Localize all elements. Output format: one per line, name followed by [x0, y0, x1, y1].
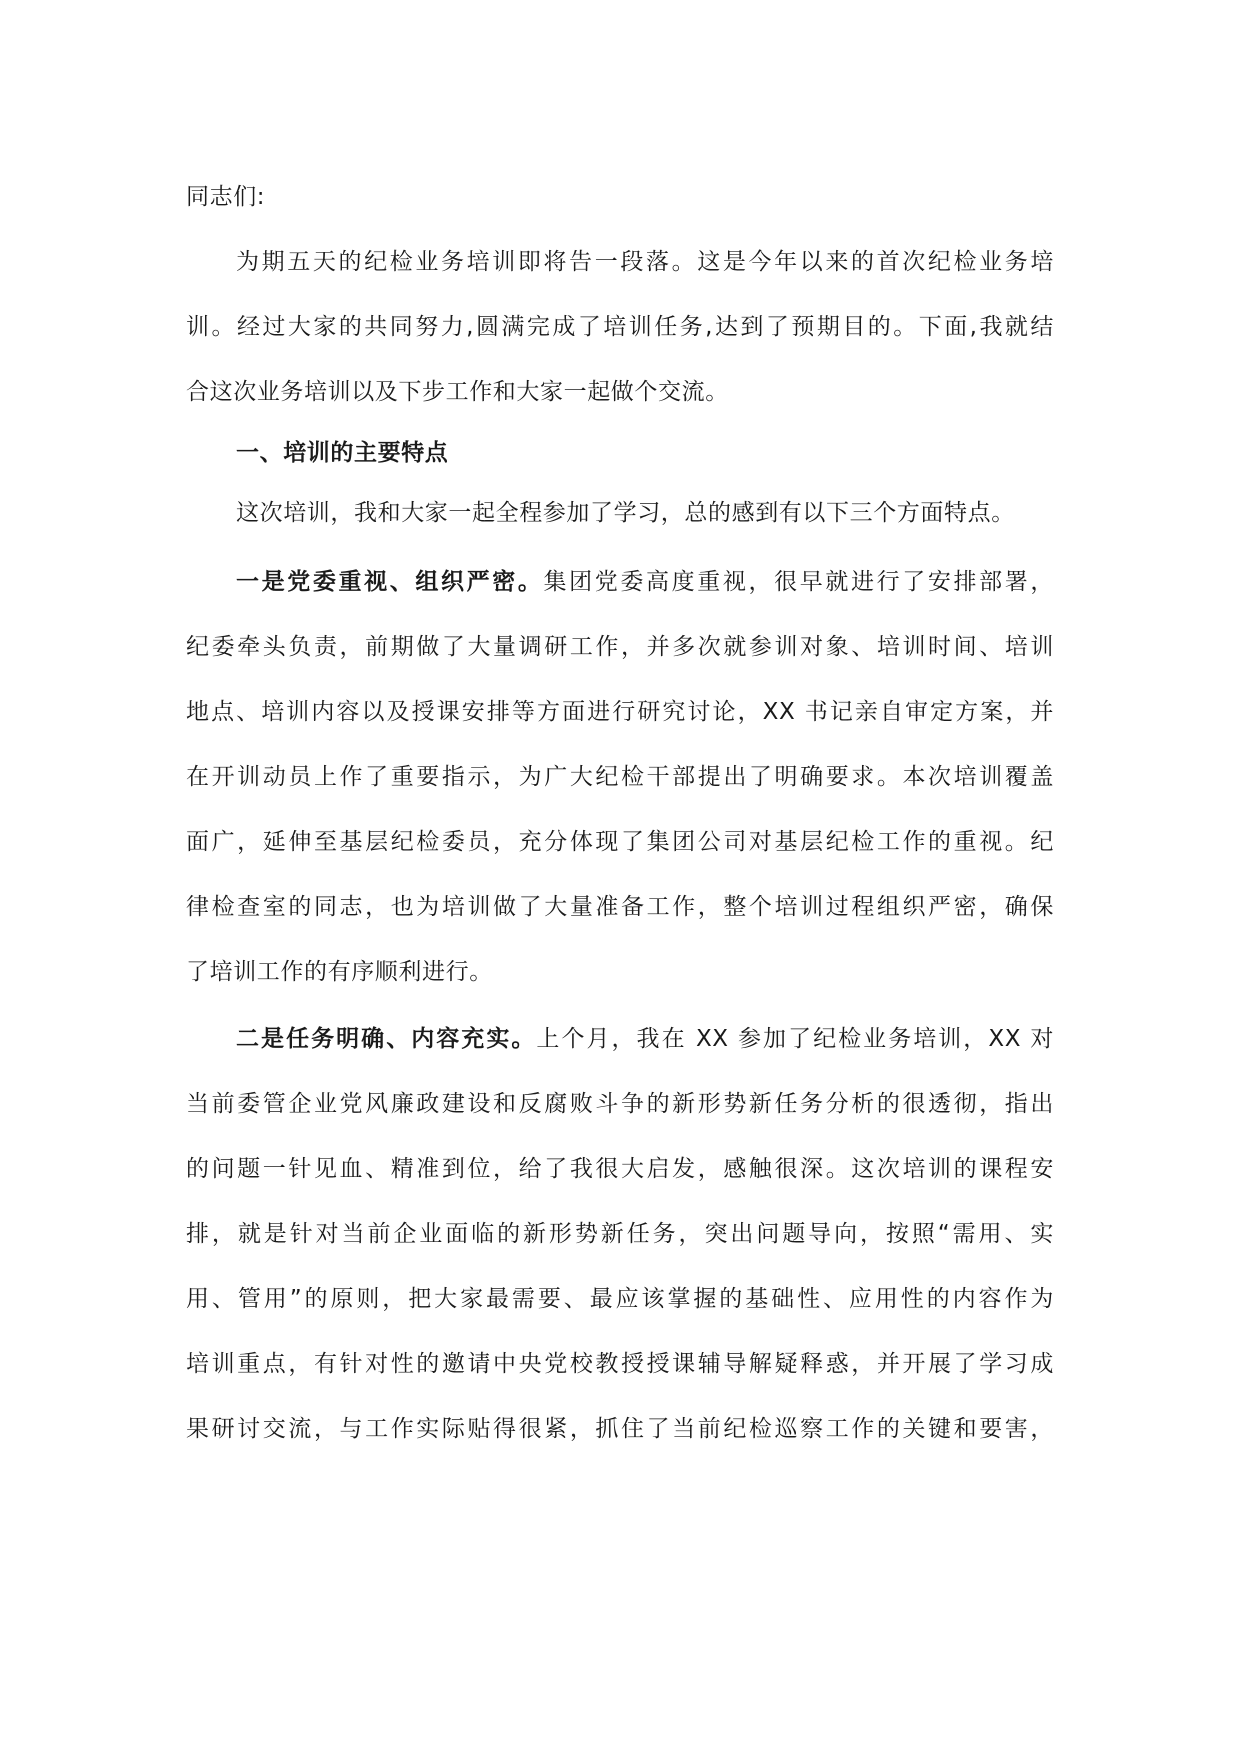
- paragraph-line: 为期五天的纪检业务培训即将告一段落。这是今年以来的首次纪检业务培: [236, 249, 1054, 275]
- paragraph-summary: [186, 481, 1054, 546]
- paragraph-intro: [186, 230, 1054, 425]
- paragraph-point-one: [186, 550, 1054, 1005]
- paragraph-line: 在开训动员上作了重要指示，为广大纪检干部提出了明确要求。本次培训覆盖: [186, 764, 1054, 790]
- point-lead: 二是任务明确、内容充实。: [236, 1026, 537, 1052]
- paragraph-line: 用、管用”的原则，把大家最需要、最应该掌握的基础性、应用性的内容作为: [186, 1286, 1054, 1312]
- paragraph-point-two: [186, 1007, 1054, 1462]
- paragraph-line: 了培训工作的有序顺利进行。: [186, 959, 493, 985]
- paragraph-line: [186, 1007, 1054, 1072]
- paragraph-line: 地点、培训内容以及授课安排等方面进行研究讨论，XX 书记亲自审定方案，并: [186, 699, 1054, 725]
- paragraph-line: 培训重点，有针对性的邀请中央党校教授授课辅导解疑释惑，并开展了学习成: [186, 1351, 1054, 1377]
- paragraph-line: [186, 550, 1054, 615]
- paragraph-line: 律检查室的同志，也为培训做了大量准备工作，整个培训过程组织严密，确保: [186, 894, 1054, 920]
- section-heading: 一、培训的主要特点: [236, 440, 449, 466]
- paragraph-line: 面广，延伸至基层纪检委员，充分体现了集团公司对基层纪检工作的重视。纪: [186, 829, 1054, 855]
- paragraph-line: 的问题一针见血、精准到位，给了我很大启发，感触很深。这次培训的课程安: [186, 1156, 1054, 1182]
- point-text: 上个月，我在 XX 参加了纪检业务培训，XX 对: [536, 1026, 1055, 1052]
- paragraph-line: 排，就是针对当前企业面临的新形势新任务，突出问题导向，按照“需用、实: [186, 1221, 1054, 1247]
- salutation: 同志们:: [186, 184, 266, 210]
- point-text: 集团党委高度重视，很早就进行了安排部署，: [543, 569, 1055, 595]
- paragraph-line: 果研讨交流，与工作实际贴得很紧，抓住了当前纪检巡察工作的关键和要害，: [186, 1416, 1054, 1442]
- paragraph-line: 当前委管企业党风廉政建设和反腐败斗争的新形势新任务分析的很透彻，指出: [186, 1091, 1054, 1117]
- point-lead: 一是党委重视、组织严密。: [236, 569, 544, 595]
- paragraph-line: 这次培训，我和大家一起全程参加了学习，总的感到有以下三个方面特点。: [236, 500, 1015, 526]
- paragraph-line: 纪委牵头负责，前期做了大量调研工作，并多次就参训对象、培训时间、培训: [186, 634, 1054, 660]
- document-page: [186, 165, 1054, 1462]
- paragraph-line: 训。经过大家的共同努力,圆满完成了培训任务,达到了预期目的。下面,我就结: [186, 314, 1054, 340]
- paragraph-line: 合这次业务培训以及下步工作和大家一起做个交流。: [186, 379, 729, 405]
